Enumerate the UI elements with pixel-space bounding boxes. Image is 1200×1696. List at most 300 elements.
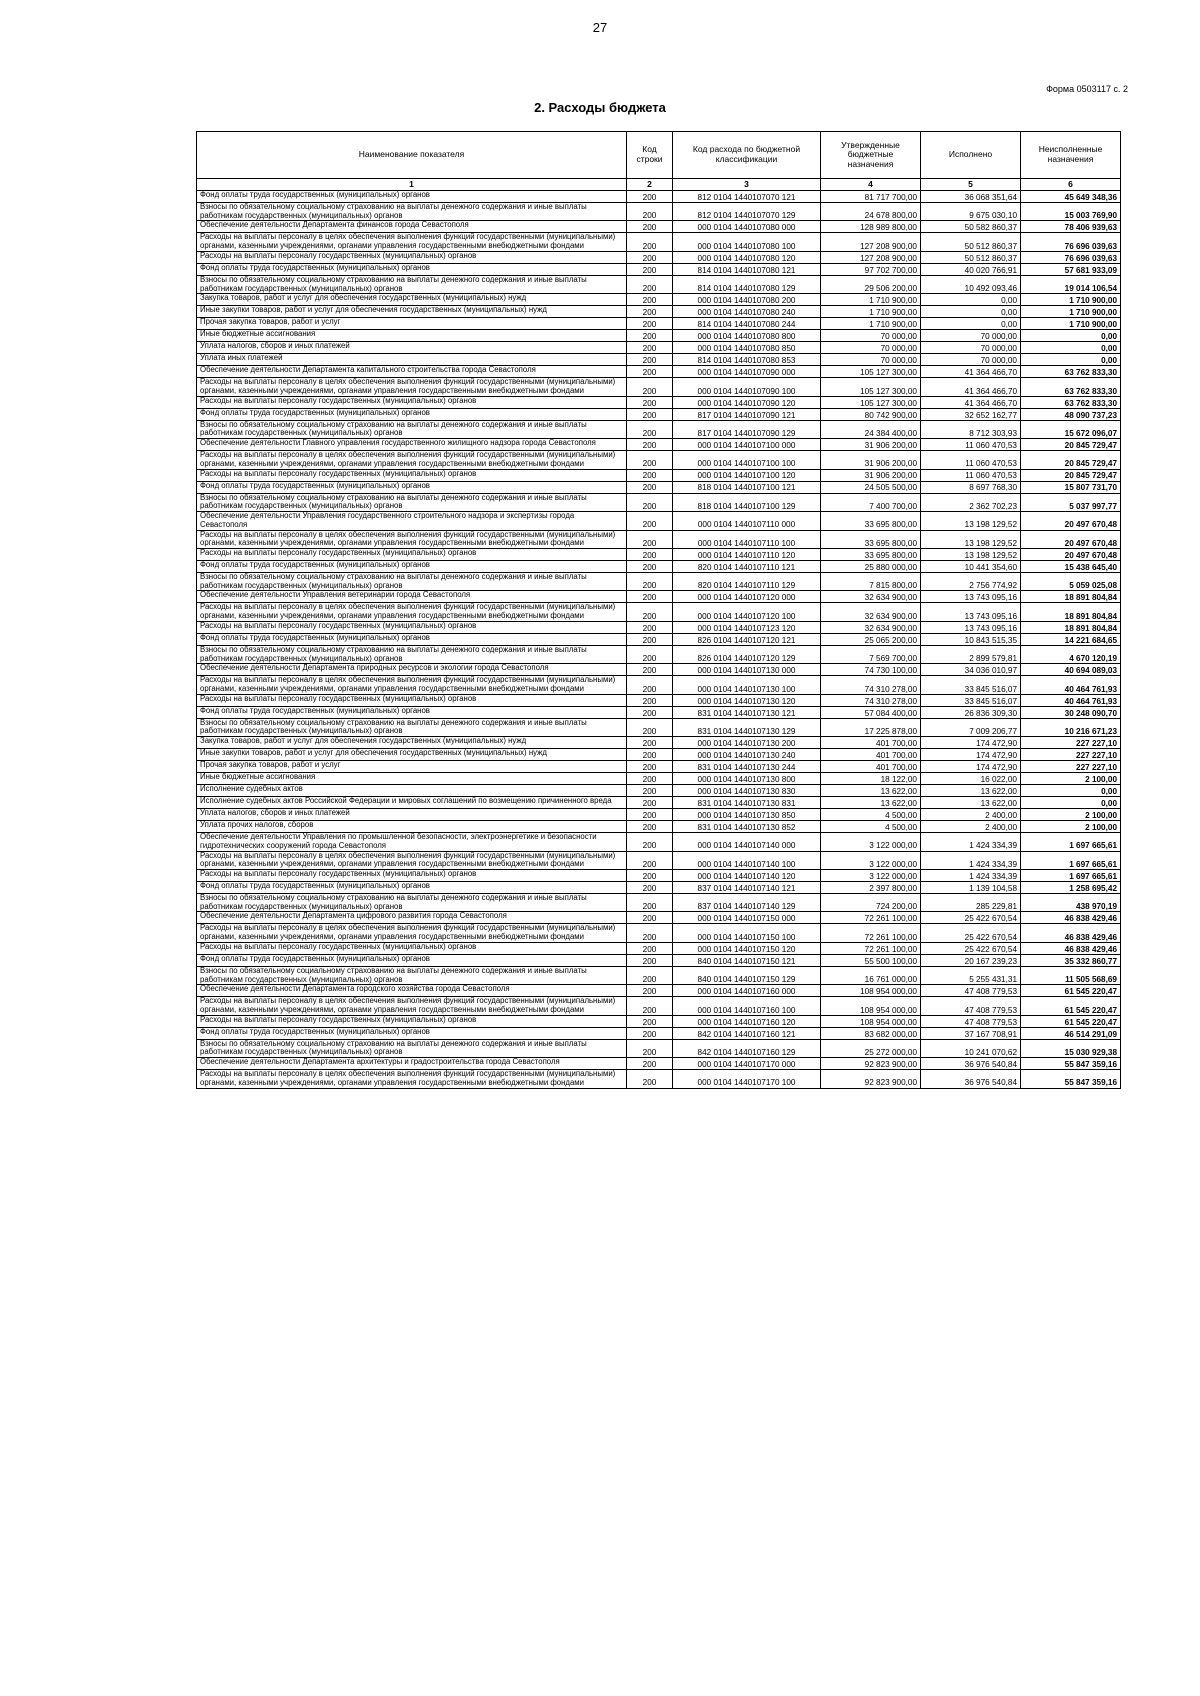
row-name-cell: Обеспечение деятельности Департамента капитального строительства города Севастополя bbox=[197, 366, 627, 378]
table-row bbox=[197, 706, 1121, 718]
row-line-code-cell: 200 bbox=[627, 318, 673, 330]
row-approved-cell: 4 500,00 bbox=[821, 809, 921, 821]
row-unexecuted-cell: 0,00 bbox=[1021, 354, 1121, 366]
row-line-code-cell: 200 bbox=[627, 749, 673, 761]
row-name-cell: Взносы по обязательному социальному страхованию на выплаты денежного содержания и иные выплаты работникам государственных (муниципальных) органов bbox=[197, 275, 627, 293]
row-name-cell: Расходы на выплаты персоналу в целях обеспечения выполнения функций государственными (муниципальными) органами, казенными учреждениями, органами управления государственными внебюджетными фондами bbox=[197, 851, 627, 869]
row-unexecuted-cell: 14 221 684,65 bbox=[1021, 633, 1121, 645]
row-approved-cell: 24 678 800,00 bbox=[821, 203, 921, 221]
row-executed-cell: 0,00 bbox=[921, 294, 1021, 306]
row-executed-cell: 13 743 095,16 bbox=[921, 621, 1021, 633]
row-executed-cell: 2 400,00 bbox=[921, 821, 1021, 833]
row-line-code-cell: 200 bbox=[627, 512, 673, 530]
row-approved-cell: 74 730 100,00 bbox=[821, 664, 921, 676]
row-approved-cell: 72 261 100,00 bbox=[821, 942, 921, 954]
table-header-row bbox=[197, 132, 1121, 179]
row-line-code-cell: 200 bbox=[627, 481, 673, 493]
column-header-name: Наименование показателя bbox=[197, 132, 627, 179]
row-budget-code-cell: 000 0104 1440107100 100 bbox=[673, 451, 821, 469]
row-unexecuted-cell: 18 891 804,84 bbox=[1021, 591, 1121, 603]
row-executed-cell: 50 582 860,37 bbox=[921, 221, 1021, 233]
row-executed-cell: 174 472,90 bbox=[921, 737, 1021, 749]
row-approved-cell: 1 710 900,00 bbox=[821, 306, 921, 318]
row-unexecuted-cell: 1 710 900,00 bbox=[1021, 318, 1121, 330]
row-line-code-cell: 200 bbox=[627, 706, 673, 718]
table-row bbox=[197, 530, 1121, 548]
row-budget-code-cell: 000 0104 1440107140 000 bbox=[673, 833, 821, 851]
table-row bbox=[197, 378, 1121, 396]
column-number: 2 bbox=[627, 179, 673, 191]
row-budget-code-cell: 826 0104 1440107120 121 bbox=[673, 633, 821, 645]
row-name-cell: Фонд оплаты труда государственных (муниципальных) органов bbox=[197, 1027, 627, 1039]
row-executed-cell: 7 009 206,77 bbox=[921, 718, 1021, 736]
table-row bbox=[197, 737, 1121, 749]
table-row bbox=[197, 621, 1121, 633]
table-row bbox=[197, 785, 1121, 797]
row-budget-code-cell: 000 0104 1440107110 120 bbox=[673, 548, 821, 560]
row-line-code-cell: 200 bbox=[627, 737, 673, 749]
row-unexecuted-cell: 46 514 291,09 bbox=[1021, 1027, 1121, 1039]
column-number: 4 bbox=[821, 179, 921, 191]
row-approved-cell: 33 695 800,00 bbox=[821, 548, 921, 560]
row-line-code-cell: 200 bbox=[627, 833, 673, 851]
row-unexecuted-cell: 20 497 670,48 bbox=[1021, 512, 1121, 530]
row-line-code-cell: 200 bbox=[627, 493, 673, 511]
row-budget-code-cell: 820 0104 1440107110 121 bbox=[673, 560, 821, 572]
row-budget-code-cell: 831 0104 1440107130 129 bbox=[673, 718, 821, 736]
row-name-cell: Фонд оплаты труда государственных (муниципальных) органов bbox=[197, 263, 627, 275]
row-executed-cell: 25 422 670,54 bbox=[921, 942, 1021, 954]
row-executed-cell: 10 441 354,60 bbox=[921, 560, 1021, 572]
row-approved-cell: 74 310 278,00 bbox=[821, 676, 921, 694]
row-name-cell: Расходы на выплаты персоналу государственных (муниципальных) органов bbox=[197, 621, 627, 633]
row-name-cell: Исполнение судебных актов bbox=[197, 785, 627, 797]
row-name-cell: Прочая закупка товаров, работ и услуг bbox=[197, 318, 627, 330]
row-budget-code-cell: 814 0104 1440107080 121 bbox=[673, 263, 821, 275]
row-executed-cell: 37 167 708,91 bbox=[921, 1027, 1021, 1039]
page-number: 27 bbox=[592, 20, 608, 35]
table-row bbox=[197, 233, 1121, 251]
row-executed-cell: 11 060 470,53 bbox=[921, 439, 1021, 451]
document-title: 2. Расходы бюджета bbox=[534, 100, 666, 115]
row-budget-code-cell: 000 0104 1440107080 100 bbox=[673, 233, 821, 251]
row-name-cell: Расходы на выплаты персоналу государственных (муниципальных) органов bbox=[197, 469, 627, 481]
row-budget-code-cell: 814 0104 1440107080 244 bbox=[673, 318, 821, 330]
row-approved-cell: 127 208 900,00 bbox=[821, 251, 921, 263]
row-name-cell: Расходы на выплаты персоналу в целях обеспечения выполнения функций государственными (муниципальными) органами, казенными учреждениями, органами управления государственными внебюджетными фондами bbox=[197, 676, 627, 694]
row-unexecuted-cell: 1 710 900,00 bbox=[1021, 294, 1121, 306]
row-line-code-cell: 200 bbox=[627, 1039, 673, 1057]
row-name-cell: Взносы по обязательному социальному страхованию на выплаты денежного содержания и иные выплаты работникам государственных (муниципальных) органов bbox=[197, 718, 627, 736]
row-name-cell: Закупка товаров, работ и услуг для обеспечения государственных (муниципальных) нужд bbox=[197, 294, 627, 306]
row-name-cell: Иные бюджетные ассигнования bbox=[197, 773, 627, 785]
table-row bbox=[197, 821, 1121, 833]
row-line-code-cell: 200 bbox=[627, 997, 673, 1015]
table-row bbox=[197, 275, 1121, 293]
row-approved-cell: 31 906 200,00 bbox=[821, 439, 921, 451]
row-approved-cell: 105 127 300,00 bbox=[821, 378, 921, 396]
row-line-code-cell: 200 bbox=[627, 408, 673, 420]
row-name-cell: Расходы на выплаты персоналу в целях обеспечения выполнения функций государственными (муниципальными) органами, казенными учреждениями, органами управления государственными внебюджетными фондами bbox=[197, 1070, 627, 1088]
table-row bbox=[197, 318, 1121, 330]
row-budget-code-cell: 000 0104 1440107130 000 bbox=[673, 664, 821, 676]
row-line-code-cell: 200 bbox=[627, 621, 673, 633]
row-name-cell: Расходы на выплаты персоналу государственных (муниципальных) органов bbox=[197, 870, 627, 882]
row-budget-code-cell: 000 0104 1440107130 120 bbox=[673, 694, 821, 706]
table-row bbox=[197, 1039, 1121, 1057]
row-executed-cell: 36 976 540,84 bbox=[921, 1058, 1021, 1070]
row-line-code-cell: 200 bbox=[627, 851, 673, 869]
row-executed-cell: 16 022,00 bbox=[921, 773, 1021, 785]
row-approved-cell: 80 742 900,00 bbox=[821, 408, 921, 420]
row-executed-cell: 13 198 129,52 bbox=[921, 548, 1021, 560]
row-approved-cell: 108 954 000,00 bbox=[821, 1015, 921, 1027]
table-row bbox=[197, 851, 1121, 869]
row-unexecuted-cell: 35 332 860,77 bbox=[1021, 954, 1121, 966]
row-line-code-cell: 200 bbox=[627, 942, 673, 954]
row-name-cell: Взносы по обязательному социальному страхованию на выплаты денежного содержания и иные выплаты работникам государственных (муниципальных) органов bbox=[197, 572, 627, 590]
row-line-code-cell: 200 bbox=[627, 263, 673, 275]
row-executed-cell: 47 408 779,53 bbox=[921, 1015, 1021, 1027]
row-executed-cell: 25 422 670,54 bbox=[921, 912, 1021, 924]
row-unexecuted-cell: 227 227,10 bbox=[1021, 761, 1121, 773]
row-line-code-cell: 200 bbox=[627, 676, 673, 694]
row-executed-cell: 8 712 303,93 bbox=[921, 420, 1021, 438]
table-row bbox=[197, 469, 1121, 481]
row-approved-cell: 13 622,00 bbox=[821, 797, 921, 809]
row-unexecuted-cell: 2 100,00 bbox=[1021, 773, 1121, 785]
row-name-cell: Взносы по обязательному социальному страхованию на выплаты денежного содержания и иные выплаты работникам государственных (муниципальных) органов bbox=[197, 966, 627, 984]
row-unexecuted-cell: 19 014 106,54 bbox=[1021, 275, 1121, 293]
row-line-code-cell: 200 bbox=[627, 306, 673, 318]
table-row bbox=[197, 294, 1121, 306]
row-name-cell: Фонд оплаты труда государственных (муниципальных) органов bbox=[197, 706, 627, 718]
table-row bbox=[197, 191, 1121, 203]
row-name-cell: Расходы на выплаты персоналу государственных (муниципальных) органов bbox=[197, 694, 627, 706]
column-header-executed: Исполнено bbox=[921, 132, 1021, 179]
row-approved-cell: 92 823 900,00 bbox=[821, 1070, 921, 1088]
table-row bbox=[197, 912, 1121, 924]
row-executed-cell: 13 622,00 bbox=[921, 785, 1021, 797]
row-budget-code-cell: 000 0104 1440107080 200 bbox=[673, 294, 821, 306]
row-budget-code-cell: 000 0104 1440107080 800 bbox=[673, 330, 821, 342]
row-approved-cell: 70 000,00 bbox=[821, 354, 921, 366]
row-executed-cell: 174 472,90 bbox=[921, 749, 1021, 761]
row-executed-cell: 33 845 516,07 bbox=[921, 694, 1021, 706]
row-name-cell: Взносы по обязательному социальному страхованию на выплаты денежного содержания и иные выплаты работникам государственных (муниципальных) органов bbox=[197, 894, 627, 912]
row-executed-cell: 26 836 309,30 bbox=[921, 706, 1021, 718]
row-executed-cell: 11 060 470,53 bbox=[921, 469, 1021, 481]
row-name-cell: Обеспечение деятельности Департамента природных ресурсов и экологии города Севастополя bbox=[197, 664, 627, 676]
row-line-code-cell: 200 bbox=[627, 591, 673, 603]
row-line-code-cell: 200 bbox=[627, 572, 673, 590]
table-row bbox=[197, 664, 1121, 676]
row-budget-code-cell: 000 0104 1440107150 000 bbox=[673, 912, 821, 924]
row-name-cell: Исполнение судебных актов Российской Федерации и мировых соглашений по возмещению причиненного вреда bbox=[197, 797, 627, 809]
row-unexecuted-cell: 20 845 729,47 bbox=[1021, 469, 1121, 481]
row-executed-cell: 1 424 334,39 bbox=[921, 870, 1021, 882]
row-executed-cell: 33 845 516,07 bbox=[921, 676, 1021, 694]
row-budget-code-cell: 837 0104 1440107140 129 bbox=[673, 894, 821, 912]
row-unexecuted-cell: 15 807 731,70 bbox=[1021, 481, 1121, 493]
column-header-line-code: Код строки bbox=[627, 132, 673, 179]
row-line-code-cell: 200 bbox=[627, 396, 673, 408]
row-name-cell: Взносы по обязательному социальному страхованию на выплаты денежного содержания и иные выплаты работникам государственных (муниципальных) органов bbox=[197, 203, 627, 221]
row-unexecuted-cell: 1 258 695,42 bbox=[1021, 882, 1121, 894]
table-row bbox=[197, 354, 1121, 366]
row-executed-cell: 13 198 129,52 bbox=[921, 530, 1021, 548]
row-unexecuted-cell: 15 030 929,38 bbox=[1021, 1039, 1121, 1057]
row-approved-cell: 72 261 100,00 bbox=[821, 924, 921, 942]
row-unexecuted-cell: 10 216 671,23 bbox=[1021, 718, 1121, 736]
row-approved-cell: 55 500 100,00 bbox=[821, 954, 921, 966]
row-budget-code-cell: 000 0104 1440107100 120 bbox=[673, 469, 821, 481]
table-row bbox=[197, 924, 1121, 942]
row-unexecuted-cell: 40 464 761,93 bbox=[1021, 694, 1121, 706]
row-name-cell: Взносы по обязательному социальному страхованию на выплаты денежного содержания и иные выплаты работникам государственных (муниципальных) органов bbox=[197, 493, 627, 511]
table-row bbox=[197, 694, 1121, 706]
row-unexecuted-cell: 63 762 833,30 bbox=[1021, 396, 1121, 408]
row-budget-code-cell: 000 0104 1440107140 120 bbox=[673, 870, 821, 882]
row-name-cell: Обеспечение деятельности Департамента городского хозяйства города Севастополя bbox=[197, 985, 627, 997]
table-row bbox=[197, 306, 1121, 318]
row-line-code-cell: 200 bbox=[627, 275, 673, 293]
row-line-code-cell: 200 bbox=[627, 718, 673, 736]
row-line-code-cell: 200 bbox=[627, 797, 673, 809]
row-name-cell: Обеспечение деятельности Департамента цифрового развития города Севастополя bbox=[197, 912, 627, 924]
row-executed-cell: 0,00 bbox=[921, 318, 1021, 330]
row-executed-cell: 13 743 095,16 bbox=[921, 591, 1021, 603]
row-budget-code-cell: 000 0104 1440107150 120 bbox=[673, 942, 821, 954]
row-line-code-cell: 200 bbox=[627, 1058, 673, 1070]
row-name-cell: Уплата налогов, сборов и иных платежей bbox=[197, 809, 627, 821]
row-unexecuted-cell: 0,00 bbox=[1021, 342, 1121, 354]
row-budget-code-cell: 831 0104 1440107130 831 bbox=[673, 797, 821, 809]
row-executed-cell: 32 652 162,77 bbox=[921, 408, 1021, 420]
row-executed-cell: 70 000,00 bbox=[921, 342, 1021, 354]
table-row bbox=[197, 451, 1121, 469]
row-unexecuted-cell: 40 464 761,93 bbox=[1021, 676, 1121, 694]
row-name-cell: Расходы на выплаты персоналу в целях обеспечения выполнения функций государственными (муниципальными) органами, казенными учреждениями, органами управления государственными внебюджетными фондами bbox=[197, 530, 627, 548]
row-approved-cell: 401 700,00 bbox=[821, 761, 921, 773]
row-line-code-cell: 200 bbox=[627, 664, 673, 676]
row-executed-cell: 41 364 466,70 bbox=[921, 396, 1021, 408]
row-name-cell: Фонд оплаты труда государственных (муниципальных) органов bbox=[197, 954, 627, 966]
row-budget-code-cell: 000 0104 1440107080 850 bbox=[673, 342, 821, 354]
row-budget-code-cell: 000 0104 1440107130 100 bbox=[673, 676, 821, 694]
row-budget-code-cell: 000 0104 1440107090 100 bbox=[673, 378, 821, 396]
row-line-code-cell: 200 bbox=[627, 439, 673, 451]
row-line-code-cell: 200 bbox=[627, 894, 673, 912]
row-unexecuted-cell: 55 847 359,16 bbox=[1021, 1058, 1121, 1070]
row-budget-code-cell: 814 0104 1440107080 853 bbox=[673, 354, 821, 366]
row-line-code-cell: 200 bbox=[627, 378, 673, 396]
row-line-code-cell: 200 bbox=[627, 882, 673, 894]
row-budget-code-cell: 000 0104 1440107123 120 bbox=[673, 621, 821, 633]
table-row bbox=[197, 420, 1121, 438]
row-line-code-cell: 200 bbox=[627, 294, 673, 306]
row-unexecuted-cell: 57 681 933,09 bbox=[1021, 263, 1121, 275]
row-approved-cell: 16 761 000,00 bbox=[821, 966, 921, 984]
row-name-cell: Обеспечение деятельности Главного управления государственного жилищного надзора города Севастополя bbox=[197, 439, 627, 451]
row-line-code-cell: 200 bbox=[627, 548, 673, 560]
row-executed-cell: 41 364 466,70 bbox=[921, 378, 1021, 396]
row-line-code-cell: 200 bbox=[627, 251, 673, 263]
row-unexecuted-cell: 20 497 670,48 bbox=[1021, 548, 1121, 560]
row-unexecuted-cell: 0,00 bbox=[1021, 797, 1121, 809]
row-budget-code-cell: 000 0104 1440107130 800 bbox=[673, 773, 821, 785]
row-line-code-cell: 200 bbox=[627, 366, 673, 378]
row-approved-cell: 72 261 100,00 bbox=[821, 912, 921, 924]
row-executed-cell: 50 512 860,37 bbox=[921, 251, 1021, 263]
row-line-code-cell: 200 bbox=[627, 560, 673, 572]
table-row bbox=[197, 1058, 1121, 1070]
row-unexecuted-cell: 20 845 729,47 bbox=[1021, 451, 1121, 469]
table-row bbox=[197, 749, 1121, 761]
expenditure-table bbox=[196, 131, 1121, 1089]
row-approved-cell: 57 084 400,00 bbox=[821, 706, 921, 718]
table-row bbox=[197, 894, 1121, 912]
row-line-code-cell: 200 bbox=[627, 221, 673, 233]
row-approved-cell: 83 682 000,00 bbox=[821, 1027, 921, 1039]
row-unexecuted-cell: 5 059 025,08 bbox=[1021, 572, 1121, 590]
row-name-cell: Расходы на выплаты персоналу государственных (муниципальных) органов bbox=[197, 548, 627, 560]
row-unexecuted-cell: 15 003 769,90 bbox=[1021, 203, 1121, 221]
row-line-code-cell: 200 bbox=[627, 451, 673, 469]
row-unexecuted-cell: 78 406 939,63 bbox=[1021, 221, 1121, 233]
row-executed-cell: 13 622,00 bbox=[921, 797, 1021, 809]
row-budget-code-cell: 000 0104 1440107140 100 bbox=[673, 851, 821, 869]
row-approved-cell: 29 506 200,00 bbox=[821, 275, 921, 293]
row-approved-cell: 401 700,00 bbox=[821, 737, 921, 749]
row-approved-cell: 25 065 200,00 bbox=[821, 633, 921, 645]
row-line-code-cell: 200 bbox=[627, 761, 673, 773]
row-budget-code-cell: 818 0104 1440107100 121 bbox=[673, 481, 821, 493]
column-header-unexecuted: Неисполненные назначения bbox=[1021, 132, 1121, 179]
table-row bbox=[197, 773, 1121, 785]
row-line-code-cell: 200 bbox=[627, 985, 673, 997]
row-name-cell: Иные закупки товаров, работ и услуг для обеспечения государственных (муниципальных) нужд bbox=[197, 306, 627, 318]
row-name-cell: Расходы на выплаты персоналу государственных (муниципальных) органов bbox=[197, 942, 627, 954]
table-row bbox=[197, 560, 1121, 572]
row-unexecuted-cell: 63 762 833,30 bbox=[1021, 366, 1121, 378]
table-row bbox=[197, 1070, 1121, 1088]
row-unexecuted-cell: 20 845 729,47 bbox=[1021, 439, 1121, 451]
row-approved-cell: 105 127 300,00 bbox=[821, 366, 921, 378]
row-name-cell: Обеспечение деятельности Департамента финансов города Севастополя bbox=[197, 221, 627, 233]
row-budget-code-cell: 831 0104 1440107130 852 bbox=[673, 821, 821, 833]
table-row bbox=[197, 718, 1121, 736]
table-row bbox=[197, 342, 1121, 354]
table-row bbox=[197, 330, 1121, 342]
row-line-code-cell: 200 bbox=[627, 966, 673, 984]
table-row bbox=[197, 439, 1121, 451]
row-approved-cell: 1 710 900,00 bbox=[821, 294, 921, 306]
table-row bbox=[197, 548, 1121, 560]
row-line-code-cell: 200 bbox=[627, 773, 673, 785]
table-row bbox=[197, 882, 1121, 894]
row-budget-code-cell: 817 0104 1440107090 121 bbox=[673, 408, 821, 420]
row-unexecuted-cell: 5 037 997,77 bbox=[1021, 493, 1121, 511]
table-row bbox=[197, 366, 1121, 378]
row-approved-cell: 4 500,00 bbox=[821, 821, 921, 833]
row-budget-code-cell: 842 0104 1440107160 121 bbox=[673, 1027, 821, 1039]
row-unexecuted-cell: 438 970,19 bbox=[1021, 894, 1121, 912]
row-unexecuted-cell: 1 697 665,61 bbox=[1021, 870, 1121, 882]
row-line-code-cell: 200 bbox=[627, 203, 673, 221]
row-executed-cell: 10 492 093,46 bbox=[921, 275, 1021, 293]
table-row bbox=[197, 512, 1121, 530]
row-executed-cell: 10 241 070,62 bbox=[921, 1039, 1021, 1057]
row-approved-cell: 17 225 878,00 bbox=[821, 718, 921, 736]
row-line-code-cell: 200 bbox=[627, 870, 673, 882]
table-row bbox=[197, 966, 1121, 984]
row-executed-cell: 41 364 466,70 bbox=[921, 366, 1021, 378]
row-approved-cell: 32 634 900,00 bbox=[821, 621, 921, 633]
row-unexecuted-cell: 63 762 833,30 bbox=[1021, 378, 1121, 396]
row-approved-cell: 32 634 900,00 bbox=[821, 591, 921, 603]
row-approved-cell: 3 122 000,00 bbox=[821, 870, 921, 882]
table-row bbox=[197, 481, 1121, 493]
table-row bbox=[197, 603, 1121, 621]
row-unexecuted-cell: 76 696 039,63 bbox=[1021, 233, 1121, 251]
row-unexecuted-cell: 61 545 220,47 bbox=[1021, 1015, 1121, 1027]
row-approved-cell: 25 880 000,00 bbox=[821, 560, 921, 572]
row-unexecuted-cell: 1 697 665,61 bbox=[1021, 833, 1121, 851]
row-unexecuted-cell: 46 838 429,46 bbox=[1021, 912, 1121, 924]
table-row bbox=[197, 1027, 1121, 1039]
table-row bbox=[197, 809, 1121, 821]
row-budget-code-cell: 000 0104 1440107130 830 bbox=[673, 785, 821, 797]
row-approved-cell: 2 397 800,00 bbox=[821, 882, 921, 894]
row-approved-cell: 33 695 800,00 bbox=[821, 512, 921, 530]
row-budget-code-cell: 000 0104 1440107160 120 bbox=[673, 1015, 821, 1027]
row-name-cell: Расходы на выплаты персоналу в целях обеспечения выполнения функций государственными (муниципальными) органами, казенными учреждениями, органами управления государственными внебюджетными фондами bbox=[197, 233, 627, 251]
row-budget-code-cell: 000 0104 1440107130 240 bbox=[673, 749, 821, 761]
row-approved-cell: 25 272 000,00 bbox=[821, 1039, 921, 1057]
row-budget-code-cell: 000 0104 1440107110 000 bbox=[673, 512, 821, 530]
row-unexecuted-cell: 46 838 429,46 bbox=[1021, 942, 1121, 954]
table-row bbox=[197, 997, 1121, 1015]
row-budget-code-cell: 812 0104 1440107070 121 bbox=[673, 191, 821, 203]
row-budget-code-cell: 817 0104 1440107090 129 bbox=[673, 420, 821, 438]
row-approved-cell: 81 717 700,00 bbox=[821, 191, 921, 203]
row-executed-cell: 174 472,90 bbox=[921, 761, 1021, 773]
row-executed-cell: 20 167 239,23 bbox=[921, 954, 1021, 966]
row-unexecuted-cell: 61 545 220,47 bbox=[1021, 985, 1121, 997]
table-row bbox=[197, 263, 1121, 275]
row-unexecuted-cell: 4 670 120,19 bbox=[1021, 645, 1121, 663]
row-budget-code-cell: 000 0104 1440107090 000 bbox=[673, 366, 821, 378]
row-line-code-cell: 200 bbox=[627, 420, 673, 438]
row-name-cell: Фонд оплаты труда государственных (муниципальных) органов bbox=[197, 560, 627, 572]
row-budget-code-cell: 840 0104 1440107150 129 bbox=[673, 966, 821, 984]
row-name-cell: Расходы на выплаты персоналу в целях обеспечения выполнения функций государственными (муниципальными) органами, казенными учреждениями, органами управления государственными внебюджетными фондами bbox=[197, 603, 627, 621]
table-row bbox=[197, 408, 1121, 420]
row-line-code-cell: 200 bbox=[627, 330, 673, 342]
row-unexecuted-cell: 15 438 645,40 bbox=[1021, 560, 1121, 572]
row-budget-code-cell: 000 0104 1440107080 240 bbox=[673, 306, 821, 318]
row-executed-cell: 40 020 766,91 bbox=[921, 263, 1021, 275]
row-name-cell: Уплата налогов, сборов и иных платежей bbox=[197, 342, 627, 354]
row-budget-code-cell: 000 0104 1440107130 850 bbox=[673, 809, 821, 821]
row-approved-cell: 724 200,00 bbox=[821, 894, 921, 912]
row-executed-cell: 2 362 702,23 bbox=[921, 493, 1021, 511]
row-line-code-cell: 200 bbox=[627, 233, 673, 251]
row-line-code-cell: 200 bbox=[627, 954, 673, 966]
row-approved-cell: 108 954 000,00 bbox=[821, 997, 921, 1015]
row-approved-cell: 7 569 700,00 bbox=[821, 645, 921, 663]
